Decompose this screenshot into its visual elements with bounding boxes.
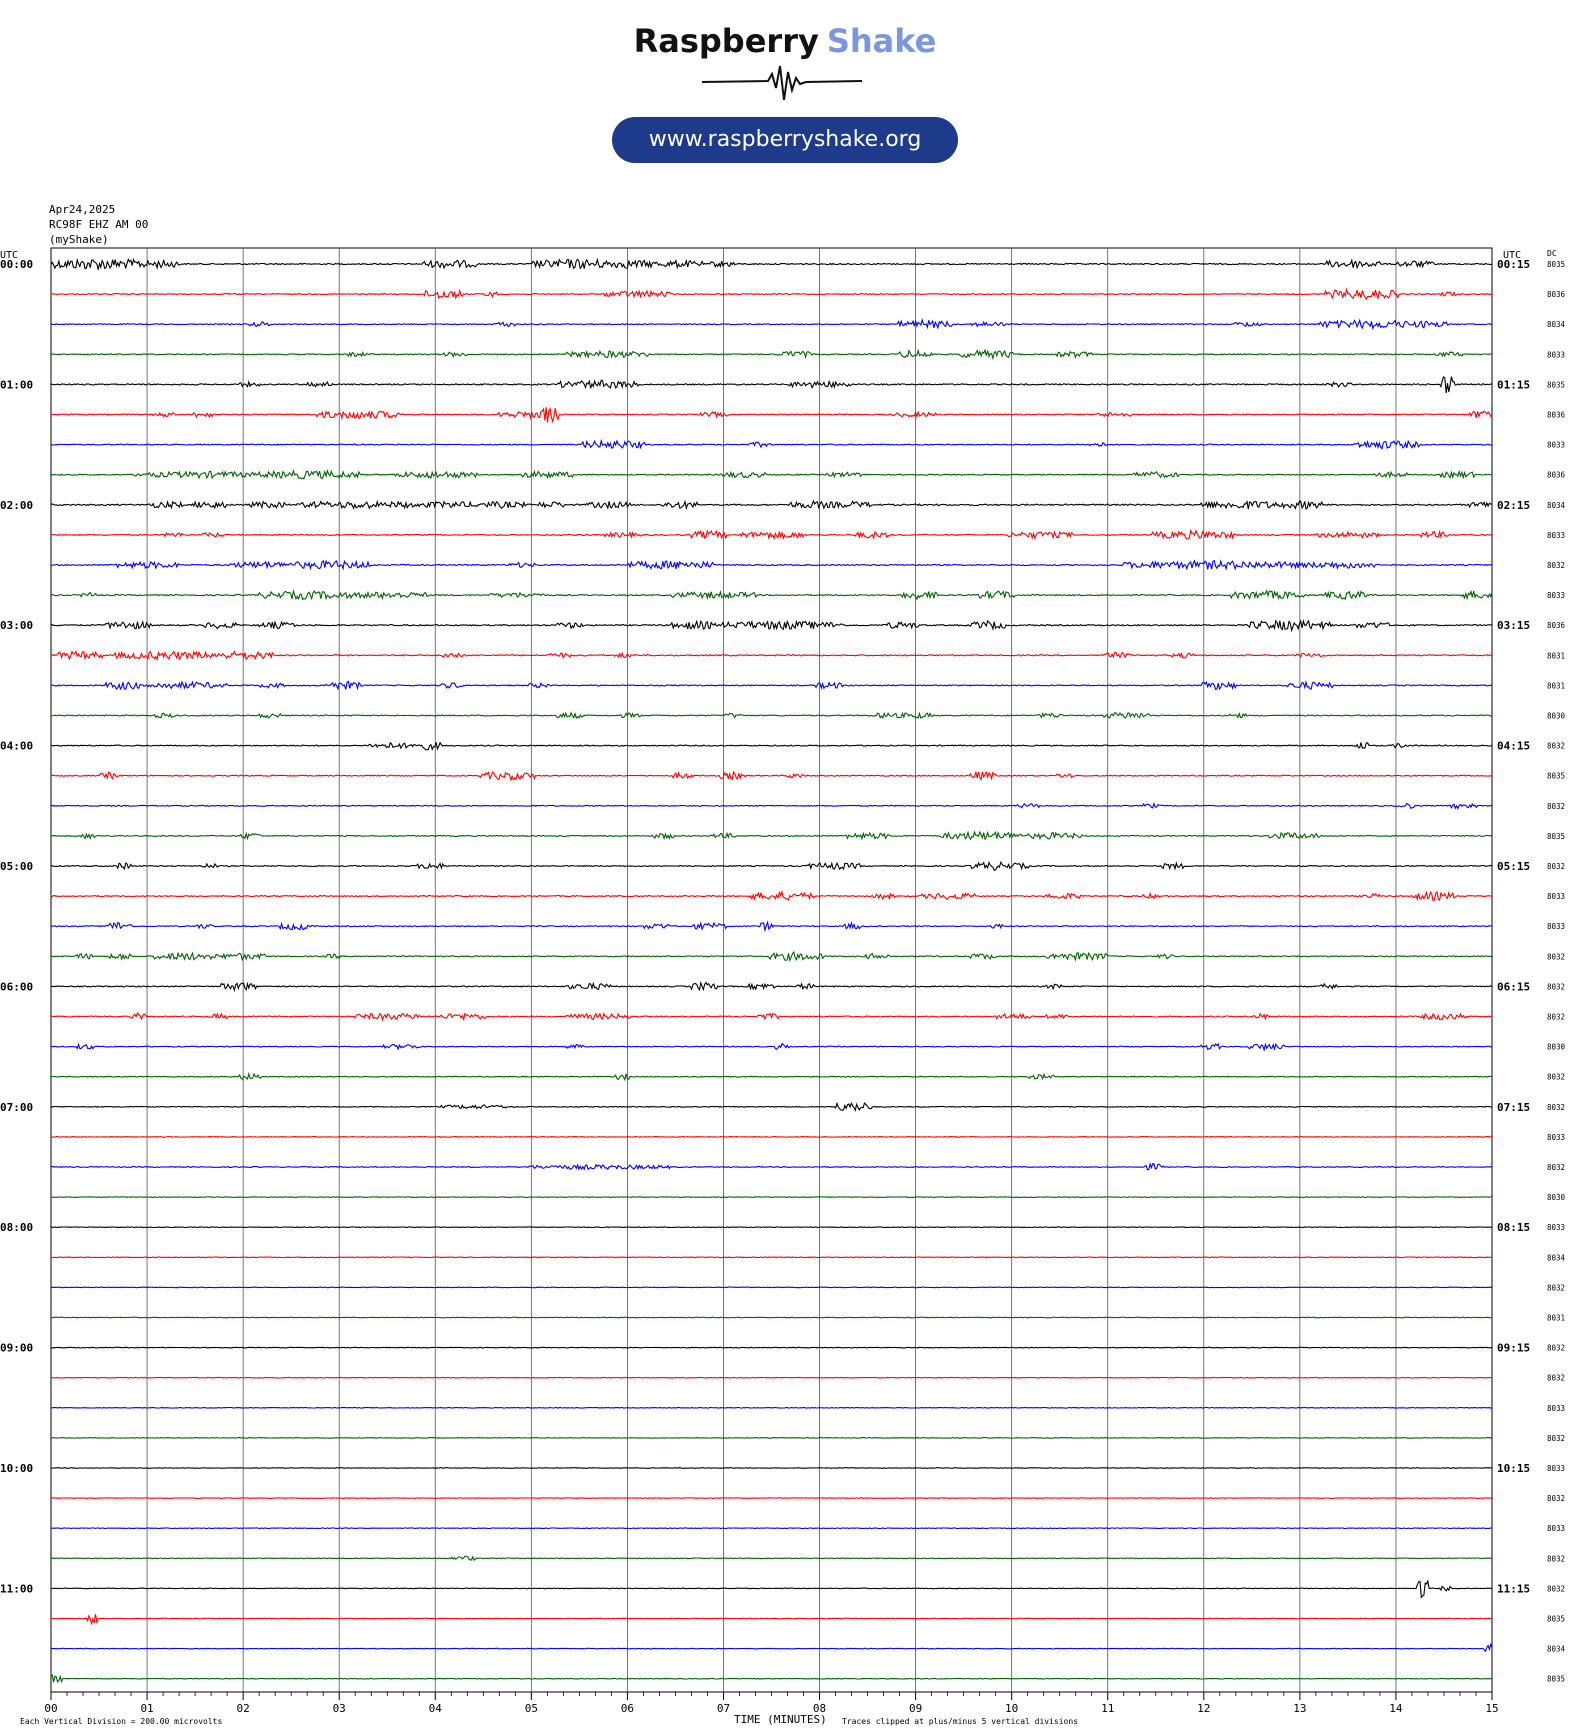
trace-row-24 bbox=[51, 983, 1492, 991]
right-hour-label: 07:15 bbox=[1497, 1100, 1531, 1114]
x-tick-label-09: 09 bbox=[908, 1702, 923, 1715]
dc-value-label: 8033 bbox=[1547, 591, 1566, 601]
dc-value-label: 8031 bbox=[1547, 681, 1566, 691]
x-tick-label-05: 05 bbox=[524, 1702, 538, 1715]
trace-row-31 bbox=[51, 1197, 1492, 1198]
trace-row-2 bbox=[51, 320, 1492, 328]
trace-row-13 bbox=[51, 652, 1492, 660]
dc-value-label: 8035 bbox=[1547, 1674, 1566, 1684]
left-hour-label: 11:00 bbox=[0, 1582, 34, 1596]
trace-row-26 bbox=[51, 1044, 1492, 1050]
dc-value-label: 8030 bbox=[1547, 1042, 1566, 1052]
right-utc-title: UTC bbox=[1503, 250, 1522, 261]
dc-value-label: 8033 bbox=[1547, 892, 1566, 902]
right-hour-label: 02:15 bbox=[1497, 498, 1531, 512]
dc-value-label: 8033 bbox=[1547, 1524, 1566, 1534]
dc-value-label: 8036 bbox=[1547, 410, 1566, 420]
dc-value-label: 8033 bbox=[1547, 530, 1566, 540]
clip-note: Traces clipped at plus/minus 5 vertical divisions bbox=[842, 1717, 1079, 1726]
dc-value-label: 8033 bbox=[1547, 922, 1566, 932]
x-axis-title: TIME (MINUTES) bbox=[734, 1713, 827, 1726]
trace-row-14 bbox=[51, 681, 1492, 689]
dc-value-label: 8033 bbox=[1547, 1403, 1566, 1413]
dc-value-label: 8032 bbox=[1547, 1373, 1566, 1383]
seismograph-logo-icon bbox=[702, 66, 862, 100]
trace-row-30 bbox=[51, 1164, 1492, 1170]
trace-row-37 bbox=[51, 1377, 1492, 1378]
dc-offset-labels bbox=[1547, 260, 1566, 1684]
dc-value-label: 8033 bbox=[1547, 1223, 1566, 1233]
trace-row-17 bbox=[51, 772, 1492, 780]
x-tick-label-07: 07 bbox=[716, 1702, 731, 1715]
dc-value-label: 8031 bbox=[1547, 1313, 1566, 1323]
left-hour-label: 09:00 bbox=[0, 1341, 34, 1355]
trace-row-29 bbox=[51, 1137, 1492, 1138]
dc-value-label: 8032 bbox=[1547, 1012, 1566, 1022]
x-tick-label-03: 03 bbox=[332, 1702, 346, 1715]
raspberry-shake-logo bbox=[612, 22, 958, 163]
left-hour-label: 01:00 bbox=[0, 378, 34, 392]
dc-value-label: 8032 bbox=[1547, 801, 1566, 811]
dc-value-label: 8032 bbox=[1547, 982, 1566, 992]
trace-row-35 bbox=[51, 1317, 1492, 1318]
right-hour-label: 06:15 bbox=[1497, 980, 1531, 994]
trace-row-33 bbox=[51, 1257, 1492, 1258]
trace-row-20 bbox=[51, 862, 1492, 870]
left-hour-label: 07:00 bbox=[0, 1100, 34, 1114]
header-station: RC98F EHZ AM 00 bbox=[49, 218, 149, 231]
left-hour-label: 10:00 bbox=[0, 1462, 34, 1475]
right-hour-label: 08:15 bbox=[1497, 1221, 1531, 1235]
dc-value-label: 8032 bbox=[1547, 952, 1566, 962]
trace-row-25 bbox=[51, 1013, 1492, 1020]
dc-value-label: 8032 bbox=[1547, 1433, 1566, 1443]
trace-row-12 bbox=[51, 621, 1492, 631]
trace-row-8 bbox=[51, 501, 1492, 509]
dc-value-label: 8035 bbox=[1547, 1614, 1566, 1624]
dc-value-label: 8036 bbox=[1547, 290, 1566, 300]
dc-value-label: 8032 bbox=[1547, 1343, 1566, 1353]
dc-value-label: 8033 bbox=[1547, 350, 1566, 360]
trace-row-5 bbox=[51, 407, 1492, 422]
dc-value-label: 8032 bbox=[1547, 1163, 1566, 1172]
dc-value-label: 8032 bbox=[1547, 561, 1566, 570]
trace-row-3 bbox=[51, 350, 1492, 358]
dc-value-label: 8032 bbox=[1547, 1554, 1566, 1564]
dc-value-label: 8035 bbox=[1547, 771, 1566, 781]
right-hour-label: 10:15 bbox=[1497, 1462, 1531, 1475]
header-info bbox=[49, 203, 148, 246]
dc-value-label: 8030 bbox=[1547, 711, 1566, 721]
plot-frame bbox=[51, 248, 1492, 1692]
trace-row-27 bbox=[51, 1074, 1492, 1080]
trace-row-11 bbox=[51, 591, 1492, 600]
dc-value-label: 8034 bbox=[1547, 500, 1566, 510]
dc-value-label: 8036 bbox=[1547, 470, 1566, 480]
svg-text:RaspberryShake bbox=[634, 22, 937, 60]
scale-note: Each Vertical Division = 200.00 microvolts bbox=[20, 1717, 223, 1726]
dc-value-label: 8033 bbox=[1547, 1132, 1566, 1142]
trace-row-38 bbox=[51, 1408, 1492, 1409]
x-tick-label-04: 04 bbox=[428, 1702, 442, 1715]
dc-value-label: 8032 bbox=[1547, 1102, 1566, 1112]
header-source: (myShake) bbox=[49, 233, 109, 246]
trace-row-36 bbox=[51, 1347, 1492, 1348]
trace-row-28 bbox=[51, 1103, 1492, 1110]
trace-row-46 bbox=[51, 1645, 1492, 1652]
x-tick-label-01: 01 bbox=[140, 1702, 154, 1715]
left-hour-label: 03:00 bbox=[0, 619, 34, 633]
right-hour-label: 09:15 bbox=[1497, 1341, 1531, 1355]
x-tick-label-14: 14 bbox=[1389, 1702, 1403, 1715]
left-hour-label: 00:00 bbox=[0, 258, 34, 271]
dc-value-label: 8032 bbox=[1547, 1283, 1566, 1293]
right-hour-label: 11:15 bbox=[1497, 1582, 1531, 1596]
right-hour-label: 00:15 bbox=[1497, 258, 1531, 271]
trace-row-45 bbox=[51, 1614, 1492, 1623]
x-tick-label-12: 12 bbox=[1197, 1702, 1211, 1715]
left-hour-labels bbox=[0, 258, 33, 1595]
trace-row-15 bbox=[51, 713, 1492, 718]
trace-row-40 bbox=[51, 1468, 1492, 1469]
minute-gridlines bbox=[147, 248, 1396, 1692]
dc-value-label: 8034 bbox=[1547, 320, 1566, 330]
right-hour-label: 04:15 bbox=[1497, 739, 1531, 753]
trace-row-34 bbox=[51, 1287, 1492, 1288]
dc-value-label: 8034 bbox=[1547, 1253, 1566, 1263]
right-hour-label: 03:15 bbox=[1497, 619, 1531, 633]
x-tick-label-15: 15 bbox=[1485, 1702, 1499, 1715]
trace-row-0 bbox=[51, 259, 1492, 269]
trace-row-43 bbox=[51, 1556, 1492, 1560]
x-axis-ticks bbox=[44, 1692, 1498, 1715]
x-tick-label-08: 08 bbox=[812, 1702, 827, 1715]
left-hour-label: 02:00 bbox=[0, 498, 34, 512]
trace-row-19 bbox=[51, 832, 1492, 839]
trace-row-18 bbox=[51, 804, 1492, 809]
dc-value-label: 8032 bbox=[1547, 1494, 1566, 1504]
trace-row-1 bbox=[51, 290, 1492, 300]
dc-value-label: 8032 bbox=[1547, 741, 1566, 751]
dc-value-label: 8035 bbox=[1547, 380, 1566, 390]
trace-row-42 bbox=[51, 1528, 1492, 1529]
trace-row-9 bbox=[51, 531, 1492, 539]
trace-row-22 bbox=[51, 922, 1492, 930]
dc-value-label: 8034 bbox=[1547, 1644, 1566, 1654]
dc-value-label: 8032 bbox=[1547, 862, 1566, 871]
x-tick-label-13: 13 bbox=[1293, 1702, 1307, 1715]
trace-row-7 bbox=[51, 471, 1492, 479]
trace-row-23 bbox=[51, 952, 1492, 960]
x-tick-label-11: 11 bbox=[1101, 1702, 1115, 1715]
logo-brand-first: Raspberry bbox=[633, 22, 819, 60]
trace-row-6 bbox=[51, 441, 1492, 449]
trace-row-47 bbox=[51, 1675, 1492, 1682]
plot-border bbox=[51, 248, 1492, 1692]
x-tick-label-02: 02 bbox=[236, 1702, 250, 1715]
right-hour-labels bbox=[1497, 258, 1530, 1595]
dc-value-label: 8032 bbox=[1547, 1584, 1566, 1594]
left-utc-title: UTC bbox=[0, 250, 19, 261]
dc-value-label: 8031 bbox=[1547, 651, 1566, 661]
dc-value-label: 8036 bbox=[1547, 621, 1566, 631]
trace-row-10 bbox=[51, 561, 1492, 570]
header-date: Apr24,2025 bbox=[49, 203, 116, 216]
left-hour-label: 05:00 bbox=[0, 860, 34, 873]
dc-value-label: 8035 bbox=[1547, 831, 1566, 841]
trace-row-16 bbox=[51, 742, 1492, 749]
seismic-traces bbox=[51, 259, 1492, 1682]
trace-row-32 bbox=[51, 1227, 1492, 1228]
trace-row-44 bbox=[51, 1581, 1492, 1597]
left-hour-label: 06:00 bbox=[0, 980, 34, 994]
x-tick-label-10: 10 bbox=[1005, 1702, 1019, 1715]
x-tick-label-00: 00 bbox=[44, 1702, 58, 1715]
trace-row-41 bbox=[51, 1498, 1492, 1499]
dc-value-label: 8030 bbox=[1547, 1193, 1566, 1203]
logo-brand-second: Shake bbox=[826, 22, 937, 60]
left-hour-label: 04:00 bbox=[0, 739, 34, 753]
trace-row-21 bbox=[51, 892, 1492, 901]
x-tick-label-06: 06 bbox=[620, 1702, 635, 1715]
logo-url: www.raspberryshake.org bbox=[648, 127, 922, 152]
dc-title: DC bbox=[1547, 249, 1557, 258]
right-hour-label: 05:15 bbox=[1497, 860, 1531, 873]
dc-value-label: 8035 bbox=[1547, 260, 1566, 269]
right-hour-label: 01:15 bbox=[1497, 378, 1531, 392]
dc-value-label: 8033 bbox=[1547, 440, 1566, 450]
trace-row-39 bbox=[51, 1438, 1492, 1439]
dc-value-label: 8032 bbox=[1547, 1072, 1566, 1082]
dc-value-label: 8033 bbox=[1547, 1464, 1566, 1473]
left-hour-label: 08:00 bbox=[0, 1221, 34, 1235]
trace-row-4 bbox=[51, 377, 1492, 393]
